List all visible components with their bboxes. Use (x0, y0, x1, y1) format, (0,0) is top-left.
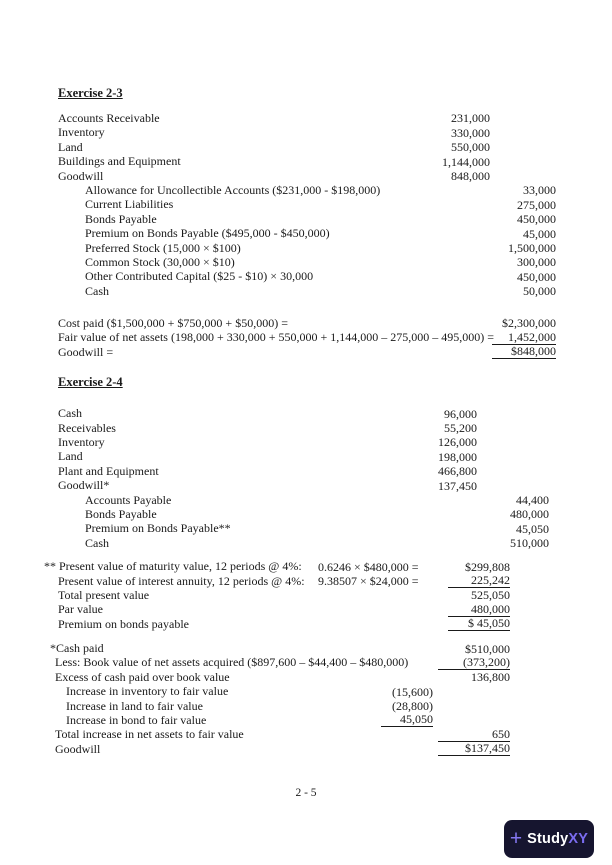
debit-amount: 198,000 (438, 449, 477, 464)
footnote-amount: 650 (438, 727, 510, 742)
journal-entry-row (58, 241, 556, 255)
credit-amount: 300,000 (517, 255, 556, 270)
credit-amount: 1,500,000 (508, 240, 556, 255)
credit-amount: 275,000 (517, 197, 556, 212)
journal-entry-row (58, 183, 556, 197)
footnote-sub-amount: (28,800) (392, 699, 433, 714)
account-label: Bonds Payable (85, 211, 157, 226)
footnote-row (50, 656, 510, 670)
footnote-sub-amount (381, 742, 433, 756)
footnote-row (50, 742, 510, 756)
debit-amount: 848,000 (451, 168, 490, 183)
footnote-label: Present value of interest annuity, 12 periods @ 4%: (58, 573, 305, 588)
footnote-amount: $ 45,050 (448, 616, 510, 631)
journal-entry-row (58, 111, 556, 125)
footnote-sub-amount (381, 642, 433, 656)
account-label: Land (58, 449, 83, 464)
debit-amount (377, 536, 477, 550)
debit-amount (390, 241, 490, 255)
journal-entry-row (58, 507, 549, 521)
credit-amount: 480,000 (510, 507, 549, 522)
brand-name-primary: Study (527, 831, 569, 847)
footnote-row (44, 559, 510, 573)
footnote-label: Less: Book value of net assets acquired ($897,600 – $44,400 – $480,000) (55, 655, 409, 670)
account-label: Current Liabilities (85, 197, 174, 212)
journal-entry-row (58, 125, 556, 139)
account-label: Other Contributed Capital ($25 - $10) × 30,000 (85, 269, 314, 284)
exercise-2-4-journal-entry (58, 406, 549, 550)
footnote-amount: 480,000 (448, 602, 510, 617)
account-label: Buildings and Equipment (58, 154, 181, 169)
account-label: Preferred Stock (15,000 × $100) (85, 240, 241, 255)
debit-amount: 231,000 (451, 111, 490, 126)
journal-entry-row (58, 212, 556, 226)
credit-amount: 33,000 (523, 183, 556, 198)
footnote-row (44, 588, 510, 602)
journal-entry-row (58, 269, 556, 283)
footnote-formula (318, 588, 448, 602)
credit-amount: 450,000 (517, 269, 556, 284)
journal-entry-row (58, 435, 549, 449)
debit-amount (390, 284, 490, 298)
computation-amount: $848,000 (492, 344, 556, 359)
page-number: 2 - 5 (295, 787, 317, 799)
exercise-2-3-title: Exercise 2-3 (58, 86, 123, 100)
debit-amount: 330,000 (451, 125, 490, 140)
footnote-row (50, 713, 510, 727)
debit-amount: 1,144,000 (442, 154, 490, 169)
credit-amount: 45,000 (523, 226, 556, 241)
footnote-row (44, 574, 510, 588)
account-label: Plant and Equipment (58, 463, 159, 478)
credit-amount (477, 464, 549, 478)
account-label: Common Stock (30,000 × $10) (85, 254, 235, 269)
account-label: Accounts Receivable (58, 110, 160, 125)
debit-amount (377, 507, 477, 521)
footnote-label: Goodwill (55, 741, 101, 756)
debit-amount (390, 227, 490, 241)
journal-entry-row (58, 536, 549, 550)
credit-amount: 450,000 (517, 212, 556, 227)
debit-amount (377, 522, 477, 536)
journal-entry-row (58, 449, 549, 463)
footnote-label: ** Present value of maturity value, 12 periods @ 4%: (44, 559, 302, 574)
exercise-2-3-journal-entry (58, 111, 556, 298)
account-label: Cash (85, 535, 109, 550)
footnote-formula (318, 603, 448, 617)
footnote-amount: $137,450 (438, 741, 510, 756)
account-label: Premium on Bonds Payable** (85, 521, 231, 536)
debit-amount (377, 493, 477, 507)
journal-entry-row (58, 406, 549, 420)
footnote-amount (438, 685, 510, 699)
account-label: Inventory (58, 435, 105, 450)
exercise-2-3-goodwill-computation (58, 316, 556, 359)
credit-amount: 510,000 (510, 536, 549, 551)
account-label: Goodwill (58, 168, 104, 183)
footnote-label: Total increase in net assets to fair value (55, 727, 244, 742)
computation-label: Fair value of net assets (198,000 + 330,000 + 550,000 + 1,144,000 – 275,000 – 495,000) = (58, 330, 495, 345)
debit-amount (390, 183, 490, 197)
credit-amount (477, 407, 549, 421)
exercise-2-4-title: Exercise 2-4 (58, 375, 123, 390)
account-label: Goodwill* (58, 478, 110, 493)
footnote-row (50, 699, 510, 713)
footnote-formula: 0.6246 × $480,000 = (318, 559, 419, 574)
debit-amount: 55,200 (444, 421, 477, 436)
footnote-amount (438, 699, 510, 713)
footnote-formula (318, 617, 448, 631)
computation-label: Goodwill = (58, 344, 114, 359)
credit-amount (477, 479, 549, 493)
journal-entry-row (58, 478, 549, 492)
credit-amount (477, 421, 549, 435)
footnote-sub-amount: (15,600) (392, 684, 433, 699)
footnote-row (50, 641, 510, 655)
footnote-label: Par value (58, 602, 103, 617)
brand-name (527, 831, 588, 847)
footnote-sub-amount (381, 728, 433, 742)
journal-entry-row (58, 421, 549, 435)
account-label: Land (58, 139, 83, 154)
credit-amount (490, 169, 556, 183)
footnote-label: Increase in inventory to fair value (66, 684, 229, 699)
credit-amount (477, 450, 549, 464)
credit-amount (490, 155, 556, 169)
debit-amount (390, 255, 490, 269)
debit-amount: 466,800 (438, 464, 477, 479)
footnote-amount: 525,050 (471, 588, 510, 603)
footnote-label: *Cash paid (50, 641, 104, 656)
footnote-formula: 9.38507 × $24,000 = (318, 573, 419, 588)
footnote-sub-amount (381, 656, 433, 670)
goodwill-footnote-computation (50, 641, 510, 756)
credit-amount (490, 140, 556, 154)
debit-amount: 550,000 (451, 140, 490, 155)
debit-amount: 137,450 (438, 478, 477, 493)
footnote-label: Premium on bonds payable (58, 616, 189, 631)
plus-icon: + (509, 826, 523, 850)
credit-amount (490, 111, 556, 125)
computation-amount: 1,452,000 (492, 330, 556, 345)
footnote-amount: $510,000 (465, 641, 510, 656)
premium-footnote-computation (44, 559, 510, 631)
computation-row (58, 316, 556, 330)
journal-entry-row (58, 255, 556, 269)
footnote-row (50, 670, 510, 684)
journal-entry-row (58, 493, 549, 507)
computation-label: Cost paid ($1,500,000 + $750,000 + $50,000) = (58, 316, 288, 331)
account-label: Receivables (58, 420, 116, 435)
footnote-amount: (373,200) (438, 655, 510, 670)
debit-amount (390, 198, 490, 212)
account-label: Premium on Bonds Payable ($495,000 - $450,000) (85, 226, 330, 241)
debit-amount: 126,000 (438, 435, 477, 450)
footnote-label: Excess of cash paid over book value (55, 669, 230, 684)
credit-amount (477, 435, 549, 449)
computation-amount: $2,300,000 (502, 316, 556, 331)
journal-entry-row (58, 140, 556, 154)
debit-amount (390, 270, 490, 284)
account-label: Bonds Payable (85, 506, 157, 521)
account-label: Allowance for Uncollectible Accounts ($231,000 - $198,000) (85, 182, 381, 197)
journal-entry-row (58, 169, 556, 183)
credit-amount: 50,000 (523, 284, 556, 299)
debit-amount (390, 212, 490, 226)
journal-entry-row (58, 197, 556, 211)
footnote-row (50, 684, 510, 698)
footnote-row (44, 617, 510, 631)
account-label: Cash (58, 406, 82, 421)
studyxy-logo-badge (504, 820, 594, 858)
footnote-label: Increase in land to fair value (66, 698, 203, 713)
footnote-sub-amount (381, 670, 433, 684)
journal-entry-row (58, 521, 549, 535)
footnote-amount: 225,242 (448, 573, 510, 588)
footnote-amount: 136,800 (471, 670, 510, 685)
credit-amount: 45,050 (516, 521, 549, 536)
brand-name-accent: XY (568, 831, 589, 847)
footnote-row (50, 727, 510, 741)
journal-entry-row (58, 226, 556, 240)
journal-entry-row (58, 464, 549, 478)
computation-row (58, 345, 556, 359)
journal-entry-row (58, 284, 556, 298)
footnote-amount (438, 713, 510, 727)
footnote-amount: $299,808 (465, 559, 510, 574)
debit-amount: 96,000 (444, 406, 477, 421)
journal-entry-row (58, 154, 556, 168)
credit-amount (490, 126, 556, 140)
account-label: Cash (85, 283, 109, 298)
credit-amount: 44,400 (516, 492, 549, 507)
footnote-sub-amount: 45,050 (381, 712, 433, 727)
account-label: Accounts Payable (85, 492, 172, 507)
footnote-row (44, 602, 510, 616)
footnote-label: Total present value (58, 587, 150, 602)
account-label: Inventory (58, 125, 105, 140)
computation-row (58, 330, 556, 344)
footnote-label: Increase in bond to fair value (66, 713, 207, 728)
